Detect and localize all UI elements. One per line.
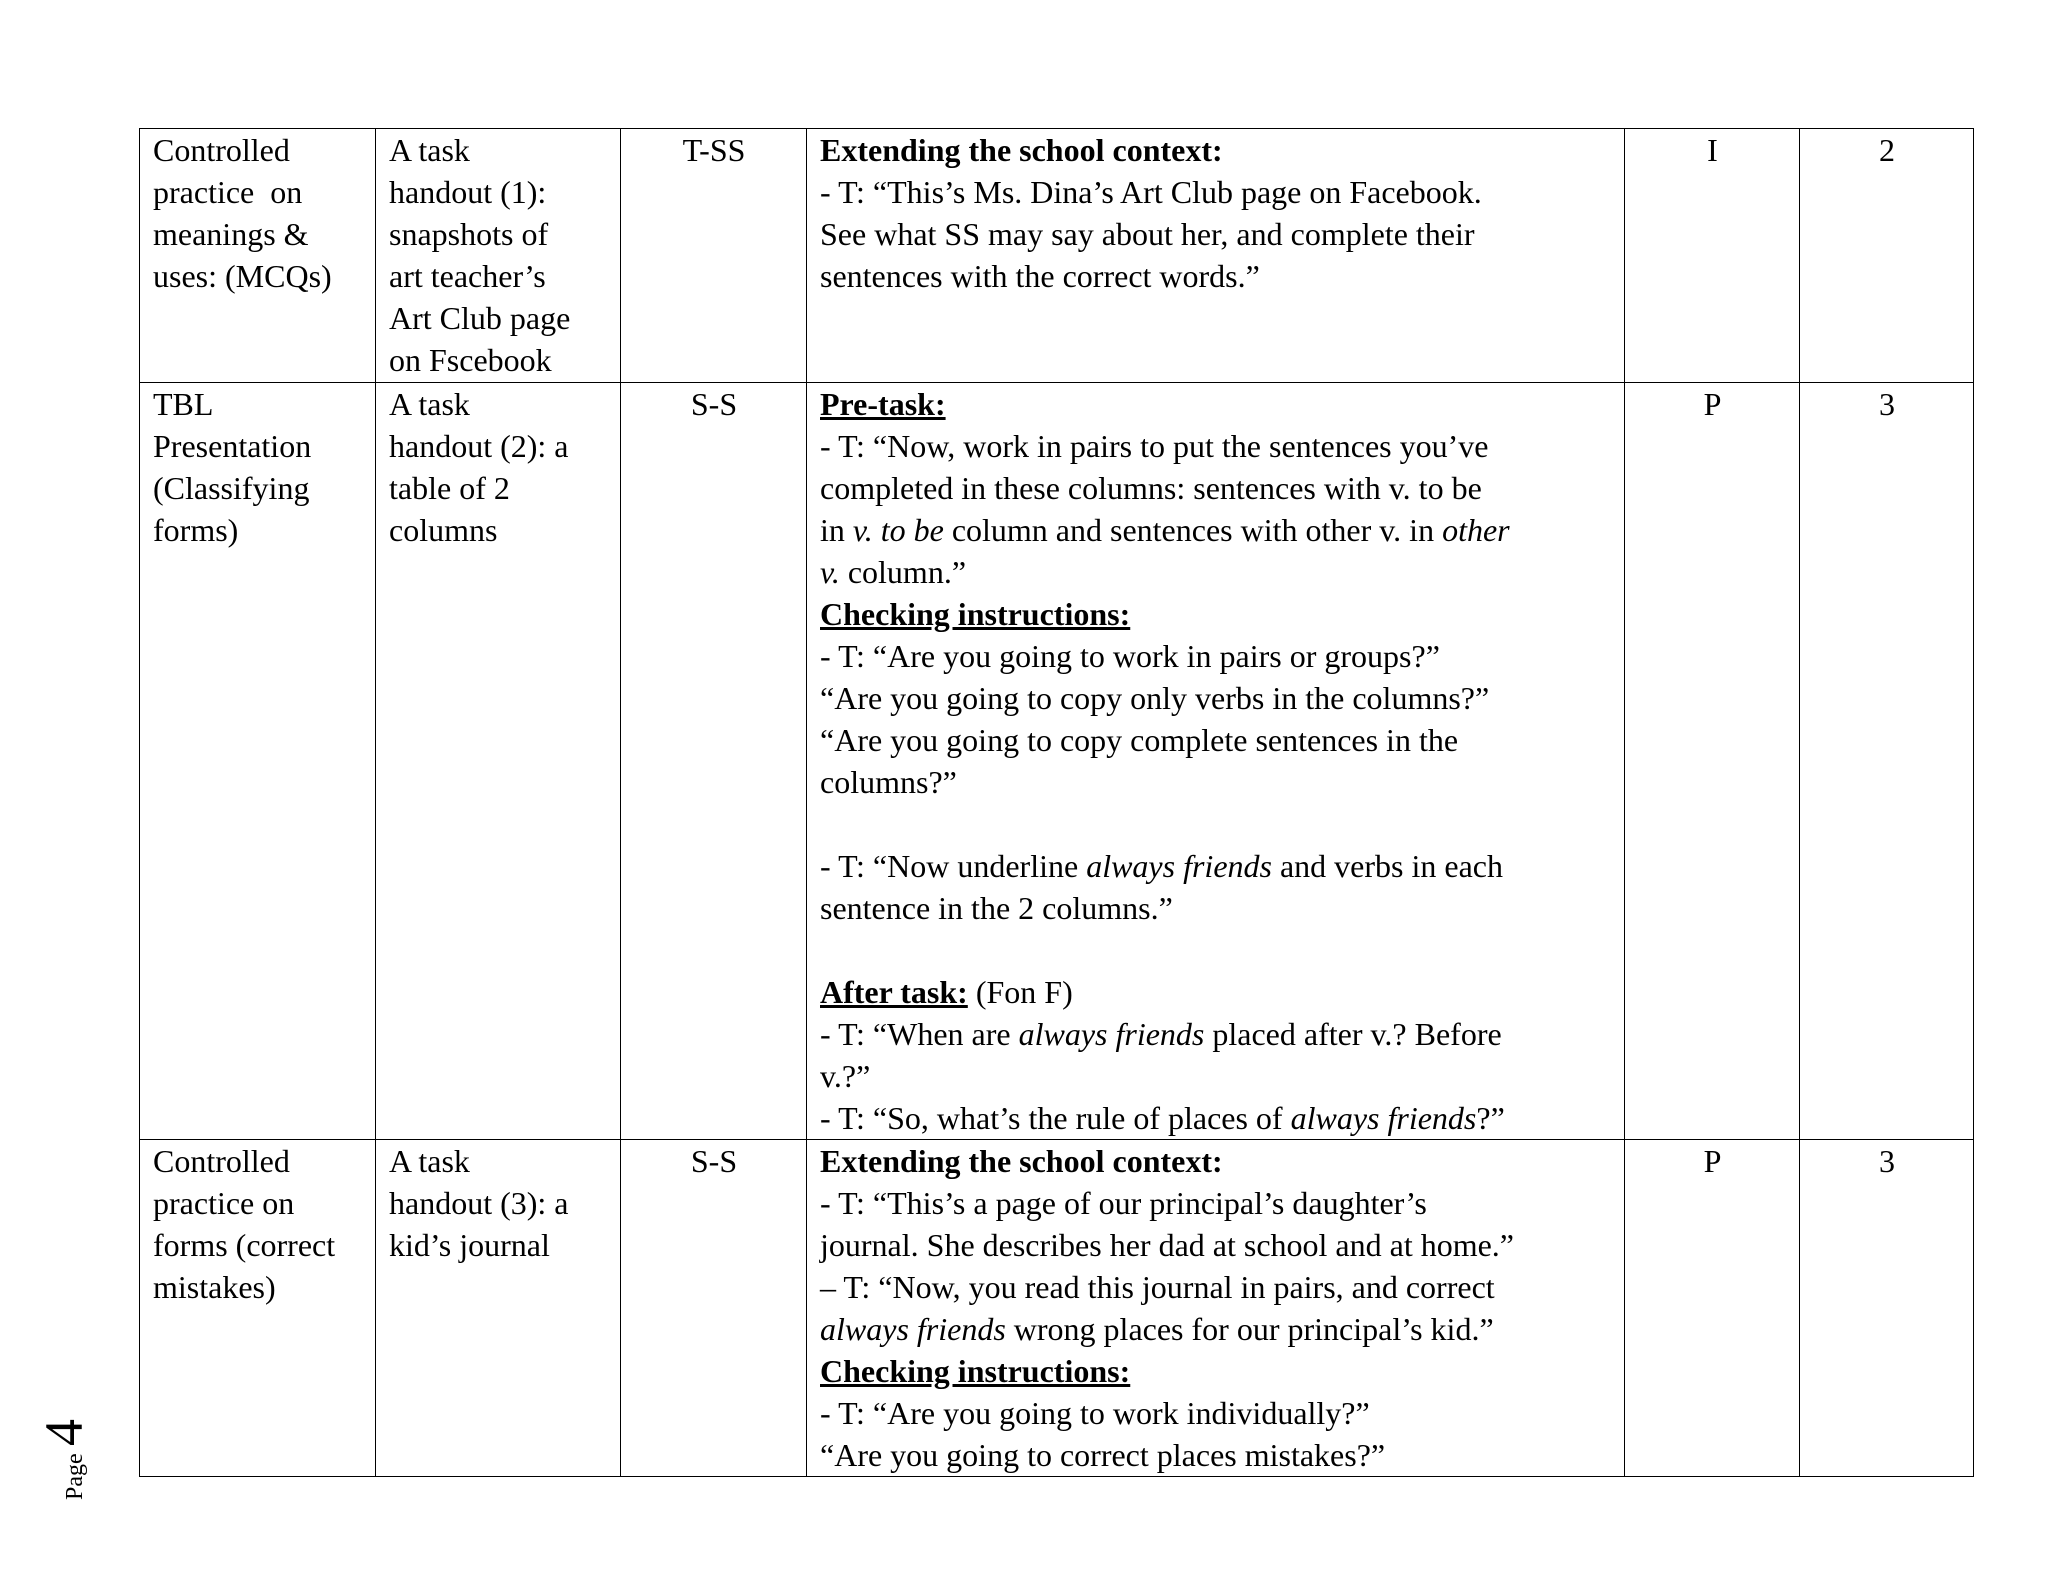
procedure-cell — [807, 129, 1625, 383]
stage-cell — [140, 1140, 376, 1477]
procedure-text: placed after v.? Before — [1204, 1016, 1502, 1052]
stage-cell-line: Presentation — [153, 428, 312, 464]
stage-cell-line: TBL — [153, 386, 214, 422]
interaction-cell — [621, 1140, 807, 1477]
materials-cell-line: handout (2): a — [389, 428, 569, 464]
lesson-plan-table — [139, 128, 1974, 1477]
interaction-cell — [621, 129, 807, 383]
procedure-text: column and sentences with other v. in — [943, 512, 1443, 548]
procedure-line — [820, 887, 1612, 929]
procedure-line — [820, 425, 1612, 467]
procedure-text: journal. She describes her dad at school and at home.” — [820, 1227, 1514, 1263]
lesson-plan-body — [140, 129, 1974, 1477]
stage-cell-line: (Classifying — [153, 470, 310, 506]
materials-cell-line: A task — [389, 1143, 470, 1179]
procedure-line — [820, 171, 1612, 213]
procedure-text: (Fon F) — [967, 974, 1073, 1010]
stage-cell-line: practice on — [153, 1185, 295, 1221]
procedure-line — [820, 677, 1612, 719]
procedure-text: other — [1442, 512, 1510, 548]
interaction-cell-value: T-SS — [682, 132, 746, 168]
stage-cell-line: uses: (MCQs) — [153, 258, 332, 294]
procedure-text: - T: “This’s Ms. Dina’s Art Club page on Facebook. — [820, 174, 1482, 210]
procedure-line — [820, 1392, 1612, 1434]
procedure-text: - T: “Are you going to work in pairs or groups?” — [820, 638, 1440, 674]
procedure-text: - T: “So, what’s the rule of places of — [820, 1100, 1291, 1136]
stage-cell — [140, 129, 376, 383]
materials-cell — [376, 383, 621, 1140]
procedure-text: See what SS may say about her, and complete their — [820, 216, 1475, 252]
procedure-text: wrong places for our principal’s kid.” — [1005, 1311, 1494, 1347]
time-cell — [1800, 1140, 1974, 1477]
table-row — [140, 1140, 1974, 1477]
stage-cell-line: mistakes) — [153, 1269, 276, 1305]
procedure-text: sentences with the correct words.” — [820, 258, 1260, 294]
interaction-cell — [621, 383, 807, 1140]
table-row — [140, 129, 1974, 383]
page-label: Page — [62, 1453, 88, 1500]
procedure-text: always friends — [1018, 1016, 1205, 1052]
section-heading: Extending the school context: — [820, 132, 1223, 168]
procedure-line — [820, 1350, 1612, 1392]
procedure-line — [820, 1140, 1612, 1182]
pattern-cell-value: I — [1707, 132, 1718, 168]
interaction-cell-value: S-S — [690, 1143, 738, 1179]
procedure-line — [820, 129, 1612, 171]
materials-cell — [376, 1140, 621, 1477]
procedure-line — [820, 803, 1612, 845]
procedure-line — [820, 255, 1612, 297]
procedure-line — [820, 1434, 1612, 1476]
procedure-line — [820, 1097, 1612, 1139]
stage-cell-line: forms (correct — [153, 1227, 336, 1263]
stage-cell-line: practice on — [153, 174, 303, 210]
page-number-value: 4 — [34, 1419, 94, 1446]
procedure-cell — [807, 1140, 1625, 1477]
materials-cell-line: A task — [389, 386, 470, 422]
section-heading: Checking instructions: — [820, 1353, 1131, 1389]
time-cell — [1800, 129, 1974, 383]
section-heading: Pre-task: — [820, 386, 946, 422]
pattern-cell-value: P — [1703, 386, 1722, 422]
time-cell — [1800, 383, 1974, 1140]
materials-cell-line: kid’s journal — [389, 1227, 550, 1263]
procedure-text: - T: “Are you going to work individually?” — [820, 1395, 1370, 1431]
procedure-cell — [807, 383, 1625, 1140]
materials-cell-line: snapshots of — [389, 216, 549, 252]
procedure-text: columns?” — [820, 764, 957, 800]
procedure-text: always friends — [820, 1311, 1006, 1347]
materials-cell-line: handout (3): a — [389, 1185, 569, 1221]
procedure-text: always friends — [1086, 848, 1272, 884]
time-cell-value: 3 — [1879, 1143, 1895, 1179]
procedure-line — [820, 593, 1612, 635]
interaction-cell-value: S-S — [690, 386, 738, 422]
stage-cell — [140, 383, 376, 1140]
procedure-line — [820, 1013, 1612, 1055]
procedure-text: - T: “When are — [820, 1016, 1019, 1052]
procedure-text: in — [820, 512, 853, 548]
procedure-text: v. to be — [852, 512, 944, 548]
procedure-line — [820, 1266, 1612, 1308]
section-heading: After task: — [820, 974, 968, 1010]
stage-cell-line: Controlled — [153, 132, 290, 168]
procedure-text: ?” — [1476, 1100, 1505, 1136]
pattern-cell — [1625, 1140, 1800, 1477]
procedure-text: - T: “Now, work in pairs to put the sentences you’ve — [820, 428, 1489, 464]
procedure-text: v. — [820, 554, 840, 590]
procedure-line — [820, 509, 1612, 551]
time-cell-value: 2 — [1879, 132, 1895, 168]
materials-cell-line: handout (1): — [389, 174, 547, 210]
pattern-cell — [1625, 383, 1800, 1140]
materials-cell-line: A task — [389, 132, 470, 168]
procedure-text: and verbs in each — [1271, 848, 1503, 884]
procedure-text: always friends — [1290, 1100, 1477, 1136]
procedure-text: column.” — [839, 554, 967, 590]
table-row — [140, 383, 1974, 1140]
stage-cell-line: Controlled — [153, 1143, 290, 1179]
procedure-line — [820, 551, 1612, 593]
procedure-text: v.?” — [820, 1058, 871, 1094]
page-number — [20, 1400, 100, 1510]
procedure-text: - T: “This’s a page of our principal’s daughter’s — [820, 1185, 1427, 1221]
procedure-text: “Are you going to copy complete sentences in the — [820, 722, 1459, 758]
pattern-cell-value: P — [1703, 1143, 1722, 1179]
procedure-line — [820, 719, 1612, 761]
procedure-text: - T: “Now underline — [820, 848, 1087, 884]
procedure-line — [820, 1055, 1612, 1097]
procedure-line — [820, 929, 1612, 971]
procedure-text: “Are you going to copy only verbs in the columns?” — [820, 680, 1490, 716]
procedure-line — [820, 1182, 1612, 1224]
stage-cell-line: meanings & — [153, 216, 309, 252]
section-heading: Extending the school context: — [820, 1143, 1223, 1179]
procedure-text: “Are you going to correct places mistakes?” — [820, 1437, 1386, 1473]
materials-cell-line: Art Club page — [389, 300, 571, 336]
procedure-text: completed in these columns: sentences with v. to be — [820, 470, 1482, 506]
procedure-text: – T: “Now, you read this journal in pairs, and correct — [820, 1269, 1495, 1305]
procedure-line — [820, 213, 1612, 255]
section-heading: Checking instructions: — [820, 596, 1131, 632]
procedure-text: sentence in the 2 columns.” — [820, 890, 1173, 926]
materials-cell-line: columns — [389, 512, 498, 548]
time-cell-value: 3 — [1879, 386, 1895, 422]
procedure-line — [820, 761, 1612, 803]
procedure-line — [820, 845, 1612, 887]
pattern-cell — [1625, 129, 1800, 383]
materials-cell-line: art teacher’s — [389, 258, 546, 294]
procedure-line — [820, 635, 1612, 677]
materials-cell-line: on Fscebook — [389, 342, 552, 378]
materials-cell — [376, 129, 621, 383]
procedure-line — [820, 971, 1612, 1013]
materials-cell-line: table of 2 — [389, 470, 510, 506]
procedure-line — [820, 1224, 1612, 1266]
procedure-line — [820, 1308, 1612, 1350]
stage-cell-line: forms) — [153, 512, 239, 548]
procedure-line — [820, 383, 1612, 425]
procedure-line — [820, 467, 1612, 509]
